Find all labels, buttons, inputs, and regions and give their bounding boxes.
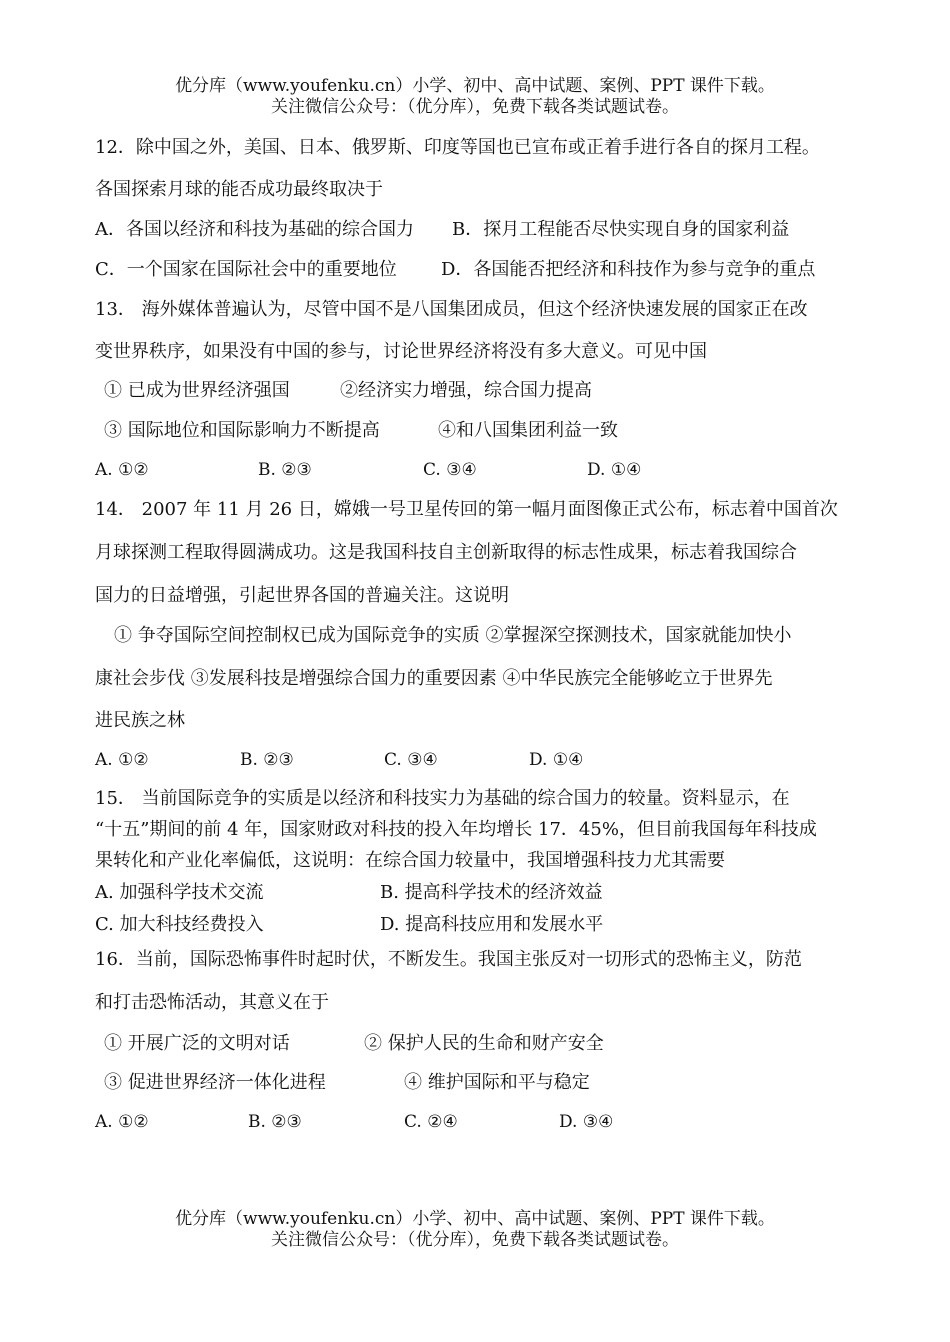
q13-option-d: D. ①④ (587, 460, 642, 480)
header-line-1: 优分库（www.youfenku.cn）小学、初中、高中试题、案例、PPT 课件下载。 (175, 76, 775, 96)
q12-option-b: B．探月工程能否尽快实现自身的国家利益 (452, 219, 790, 240)
q13-option-c: C. ③④ (423, 460, 477, 480)
q16-item-1: ① 开展广泛的文明对话 (104, 1033, 290, 1054)
q16-item-2: ② 保护人民的生命和财产安全 (364, 1033, 604, 1054)
q15-stem-line-2: “十五”期间的前 4 年，国家财政对科技的投入年均增长 17．45%，但目前我国每年科技成 (95, 819, 817, 840)
q12-option-a: A．各国以经济和科技为基础的综合国力 (95, 219, 414, 240)
q12-stem-line-2: 各国探索月球的能否成功最终取决于 (95, 179, 383, 200)
q15-stem-line-1: 15． 当前国际竞争的实质是以经济和科技实力为基础的综合国力的较量。资料显示，在 (95, 788, 790, 809)
q13-item-2: ②经济实力增强，综合国力提高 (340, 380, 592, 401)
q13-option-a: A. ①② (95, 460, 149, 480)
q16-option-d: D. ③④ (559, 1112, 614, 1132)
q14-option-b: B. ②③ (240, 750, 294, 770)
q14-stem-line-1: 14． 2007 年 11 月 26 日，嫦娥一号卫星传回的第一幅月面图像正式公布，标志着中国首次 (95, 499, 838, 520)
q13-item-3: ③ 国际地位和国际影响力不断提高 (104, 420, 380, 441)
q12-option-d: D．各国能否把经济和科技作为参与竞争的重点 (441, 259, 816, 280)
page-header (0, 76, 950, 118)
q14-option-a: A. ①② (95, 750, 149, 770)
q16-option-b: B. ②③ (248, 1112, 302, 1132)
q12-stem-line-1: 12．除中国之外，美国、日本、俄罗斯、印度等国也已宣布或正着手进行各自的探月工程。 (95, 137, 820, 158)
page-footer (0, 1209, 950, 1251)
q16-stem-line-1: 16．当前，国际恐怖事件时起时伏，不断发生。我国主张反对一切形式的恐怖主义，防范 (95, 949, 802, 970)
q13-item-4: ④和八国集团利益一致 (438, 420, 618, 441)
q13-item-1: ① 已成为世界经济强国 (104, 380, 290, 401)
header-line-2: 关注微信公众号：（优分库），免费下载各类试题试卷。 (271, 97, 679, 117)
q13-stem-line-2: 变世界秩序，如果没有中国的参与，讨论世界经济将没有多大意义。可见中国 (95, 341, 707, 362)
q14-option-d: D. ①④ (529, 750, 584, 770)
q16-item-4: ④ 维护国际和平与稳定 (404, 1072, 590, 1093)
q14-items-line-3: 进民族之林 (95, 710, 185, 731)
q15-option-c: C. 加大科技经费投入 (95, 914, 264, 935)
q14-items-line-2: 康社会步伐 ③发展科技是增强综合国力的重要因素 ④中华民族完全能够屹立于世界先 (95, 668, 773, 689)
footer-line-1: 优分库（www.youfenku.cn）小学、初中、高中试题、案例、PPT 课件下载。 (175, 1209, 775, 1229)
q13-stem-line-1: 13． 海外媒体普遍认为，尽管中国不是八国集团成员，但这个经济快速发展的国家正在改 (95, 299, 808, 320)
q14-stem-line-3: 国力的日益增强，引起世界各国的普遍关注。这说明 (95, 585, 509, 606)
q16-option-c: C. ②④ (404, 1112, 458, 1132)
q16-item-3: ③ 促进世界经济一体化进程 (104, 1072, 326, 1093)
q14-items-line-1: ① 争夺国际空间控制权已成为国际竞争的实质 ②掌握深空探测技术，国家就能加快小 (114, 625, 792, 646)
q15-option-b: B. 提高科学技术的经济效益 (380, 882, 603, 903)
q15-option-a: A. 加强科学技术交流 (95, 882, 264, 903)
footer-line-2: 关注微信公众号：（优分库），免费下载各类试题试卷。 (271, 1230, 679, 1250)
q15-stem-line-3: 果转化和产业化率偏低，这说明：在综合国力较量中，我国增强科技力尤其需要 (95, 850, 725, 871)
q15-option-d: D. 提高科技应用和发展水平 (380, 914, 604, 935)
q12-option-c: C．一个国家在国际社会中的重要地位 (95, 259, 397, 280)
q13-option-b: B. ②③ (258, 460, 312, 480)
q16-option-a: A. ①② (95, 1112, 149, 1132)
q14-stem-line-2: 月球探测工程取得圆满成功。这是我国科技自主创新取得的标志性成果，标志着我国综合 (95, 542, 797, 563)
q14-option-c: C. ③④ (384, 750, 438, 770)
q16-stem-line-2: 和打击恐怖活动，其意义在于 (95, 992, 329, 1013)
